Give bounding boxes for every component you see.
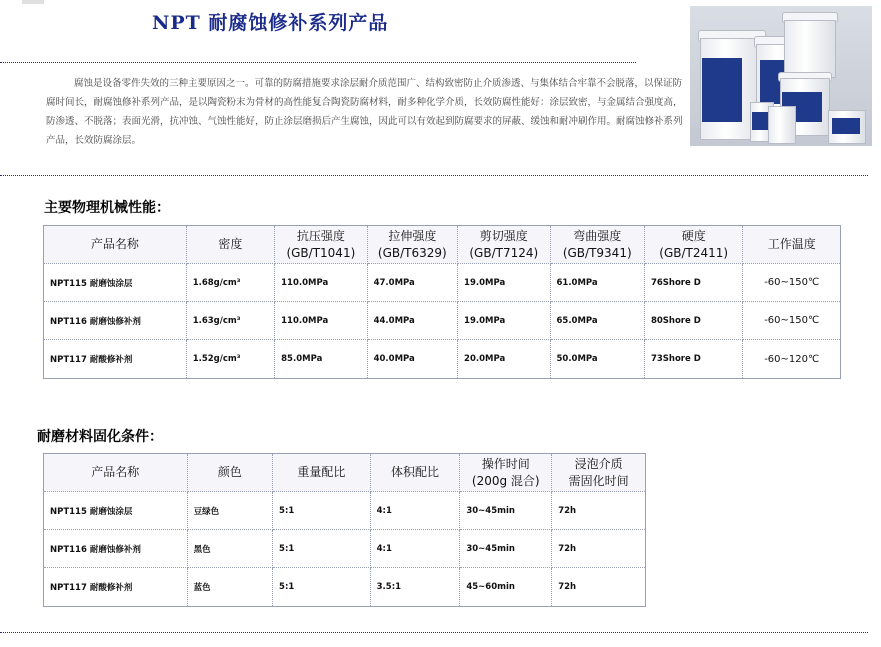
- table-cell: 40.0MPa: [368, 340, 458, 378]
- table-cell: -60~150℃: [743, 264, 840, 302]
- mech-header-cell: 抗压强度 (GB/T1041): [275, 226, 367, 264]
- cure-table: [43, 453, 646, 607]
- cure-section-heading: 耐磨材料固化条件：: [37, 429, 163, 445]
- table-row: [44, 530, 645, 568]
- mech-header-cell: 工作温度: [743, 226, 840, 264]
- cure-header-cell: 操作时间 (200g 混合): [460, 454, 552, 492]
- table-cell: 72h: [552, 492, 645, 530]
- table-cell: NPT116 耐磨蚀修补剂: [44, 530, 188, 568]
- title-divider: [0, 62, 636, 63]
- table-row: [44, 264, 840, 302]
- mech-section-heading: 主要物理机械性能：: [44, 200, 170, 216]
- table-cell: 1.52g/cm³: [187, 340, 275, 378]
- table-cell: 20.0MPa: [458, 340, 550, 378]
- mech-header-cell: 拉伸强度 (GB/T6329): [368, 226, 458, 264]
- table-cell: NPT117 耐酸修补剂: [44, 340, 187, 378]
- table-cell: 73Shore D: [645, 340, 743, 378]
- table-cell: 5:1: [273, 530, 371, 568]
- cure-header-cell: 重量配比: [273, 454, 371, 492]
- table-cell: 61.0MPa: [551, 264, 645, 302]
- table-cell: 65.0MPa: [551, 302, 645, 340]
- cure-header-row: [44, 454, 645, 492]
- table-cell: 110.0MPa: [275, 302, 367, 340]
- table-cell: 76Shore D: [645, 264, 743, 302]
- table-cell: 蓝色: [188, 568, 273, 606]
- table-cell: 80Shore D: [645, 302, 743, 340]
- table-cell: 110.0MPa: [275, 264, 367, 302]
- table-row: [44, 568, 645, 606]
- table-cell: -60~150℃: [743, 302, 840, 340]
- bucket-label-large: [702, 58, 742, 122]
- table-row: [44, 340, 840, 378]
- section-divider-1: [0, 175, 868, 176]
- table-cell: 4:1: [371, 530, 461, 568]
- table-cell: NPT115 耐磨蚀涂层: [44, 492, 188, 530]
- mech-header-cell: 硬度 (GB/T2411): [645, 226, 743, 264]
- table-cell: 3.5:1: [371, 568, 461, 606]
- table-cell: NPT116 耐磨蚀修补剂: [44, 302, 187, 340]
- mech-header-cell: 弯曲强度 (GB/T9341): [551, 226, 645, 264]
- mech-header-cell: 剪切强度 (GB/T7124): [458, 226, 550, 264]
- mech-header-cell: 产品名称: [44, 226, 187, 264]
- table-cell: 5:1: [273, 492, 371, 530]
- table-cell: 30~45min: [460, 530, 552, 568]
- table-cell: 豆绿色: [188, 492, 273, 530]
- table-cell: 50.0MPa: [551, 340, 645, 378]
- table-cell: 85.0MPa: [275, 340, 367, 378]
- top-tab-strip: [22, 0, 44, 4]
- table-cell: 45~60min: [460, 568, 552, 606]
- table-cell: 19.0MPa: [458, 302, 550, 340]
- table-cell: 1.63g/cm³: [187, 302, 275, 340]
- cure-header-cell: 颜色: [188, 454, 273, 492]
- table-cell: 19.0MPa: [458, 264, 550, 302]
- table-cell: 72h: [552, 530, 645, 568]
- table-cell: -60~120℃: [764, 353, 820, 365]
- jar-label-3: [832, 118, 860, 134]
- cure-header-cell: 产品名称: [44, 454, 188, 492]
- table-cell: 47.0MPa: [368, 264, 458, 302]
- cure-header-cell: 体积配比: [371, 454, 461, 492]
- table-cell: 5:1: [273, 568, 371, 606]
- mech-header-row: [44, 226, 840, 264]
- table-cell: 44.0MPa: [368, 302, 458, 340]
- product-photo: [690, 6, 872, 146]
- cure-header-cell: 浸泡介质 需固化时间: [552, 454, 645, 492]
- page-title: NPT 耐腐蚀修补系列产品: [152, 12, 389, 34]
- intro-paragraph: 腐蚀是设备零件失效的三种主要原因之一。可靠的防腐措施要求涂层耐介质范围广、结构致密防止介质渗透、与集体结合牢靠不会脱落，以保证防腐时间长，耐腐蚀修补系列产品，是以陶瓷粉末为骨材的高性能复合陶瓷防腐材料，耐多种化学介质，长效防腐性能好：涂层致密，与金属结合强度高，防渗透、不脱落；表面光滑，抗冲蚀、气蚀性能好，防止涂层磨损后产生腐蚀，因此可以有效起到防腐要求的屏蔽、缓蚀和耐冲刷作用。耐腐蚀修补系列产品，长效防腐涂层。: [46, 78, 683, 146]
- table-cell: NPT117 耐酸修补剂: [44, 568, 188, 606]
- mech-table: [43, 225, 841, 379]
- table-cell: 4:1: [371, 492, 461, 530]
- table-cell: 30~45min: [460, 492, 552, 530]
- intro-text-block: [46, 74, 688, 150]
- table-cell: 黑色: [188, 530, 273, 568]
- table-cell: NPT115 耐磨蚀涂层: [44, 264, 187, 302]
- table-row: [44, 492, 645, 530]
- bucket-right: [784, 20, 836, 78]
- table-cell: 72h: [558, 582, 577, 592]
- table-cell: 1.68g/cm³: [187, 264, 275, 302]
- table-row: [44, 302, 840, 340]
- footer-divider: [0, 632, 868, 633]
- jar-small-2: [768, 106, 796, 144]
- mech-header-cell: 密度: [187, 226, 275, 264]
